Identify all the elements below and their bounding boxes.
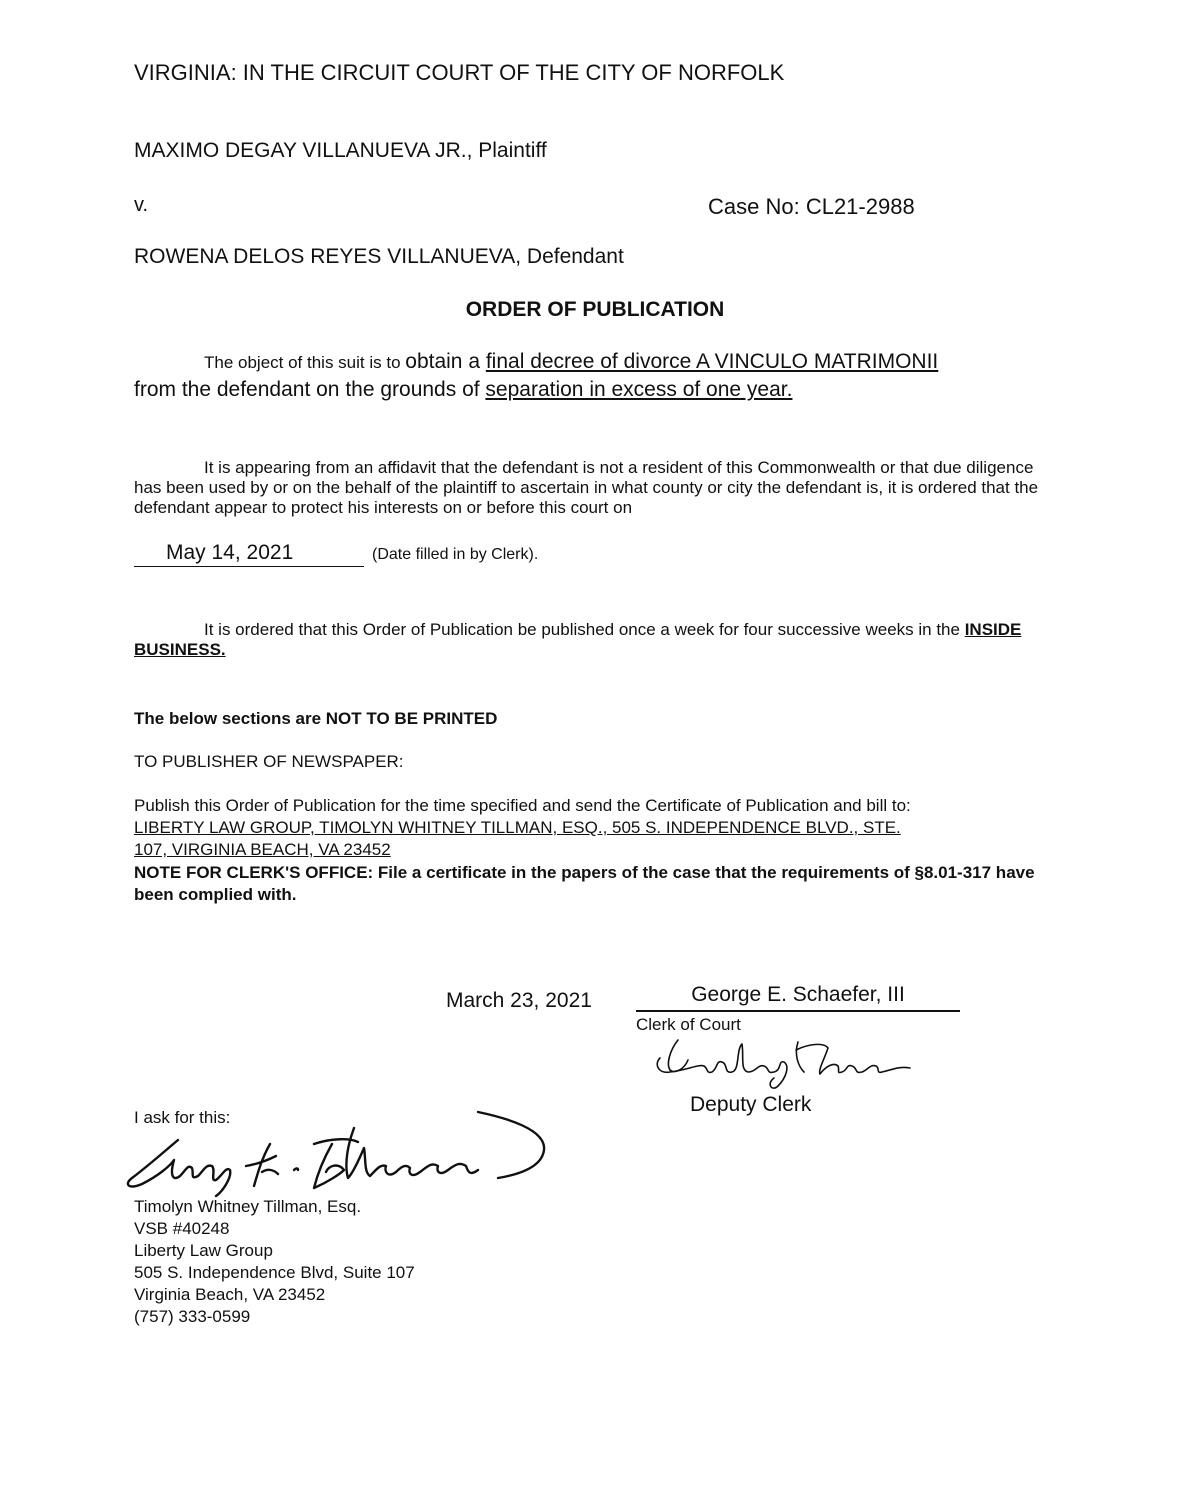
- to-publisher-heading: TO PUBLISHER OF NEWSPAPER:: [134, 752, 404, 771]
- order-date: March 23, 2021: [446, 989, 592, 1012]
- publication-paragraph: [134, 620, 1064, 660]
- attorney-signature-block: [134, 1196, 415, 1328]
- document-title: ORDER OF PUBLICATION: [465, 298, 725, 321]
- defendant-line: ROWENA DELOS REYES VILLANUEVA, Defendant: [134, 245, 624, 268]
- grounds-lead: from the defendant on the grounds of: [134, 378, 486, 401]
- attorney-name: Timolyn Whitney Tillman, Esq.: [134, 1197, 362, 1216]
- clerk-office-note: NOTE FOR CLERK'S OFFICE: File a certificate in the papers of the case that the requirements of §8.01-317 have been complied with.: [134, 863, 1035, 904]
- publish-instruction: Publish this Order of Publication for the time specified and send the Certificate of Publication and bill to:: [134, 796, 911, 815]
- decree-type: final decree of divorce A VINCULO MATRIMONII: [485, 350, 939, 373]
- versus-label: v.: [134, 194, 149, 216]
- attorney-city: Virginia Beach, VA 23452: [134, 1285, 326, 1304]
- object-lead-large: obtain a: [405, 350, 486, 373]
- appearance-date-note: (Date filled in by Clerk).: [372, 546, 539, 563]
- bill-to-address-line1: [134, 818, 901, 838]
- attorney-firm: Liberty Law Group: [134, 1241, 273, 1260]
- appearance-paragraph: It is appearing from an affidavit that the defendant is not a resident of this Commonwealth or that due diligence has been used by or on the behalf of the plaintiff to ascertain in what county or city the defendant is, it is ordered that the defendant appear to protect his interests on or before this court on: [134, 458, 1039, 517]
- court-heading: VIRGINIA: IN THE CIRCUIT COURT OF THE CITY OF NORFOLK: [134, 60, 785, 85]
- ask-for-label: I ask for this:: [134, 1108, 231, 1127]
- not-printed-heading: The below sections are NOT TO BE PRINTED: [134, 709, 498, 728]
- object-lead-small: The object of this suit is to: [204, 353, 406, 372]
- object-statement-line1: [204, 350, 938, 374]
- attorney-vsb: VSB #40248: [134, 1219, 230, 1238]
- deputy-clerk-label: Deputy Clerk: [690, 1093, 812, 1116]
- deputy-clerk-signature: [648, 1030, 918, 1092]
- grounds: separation in excess of one year.: [485, 378, 793, 401]
- bill-to-address-line2: [134, 840, 391, 860]
- attorney-street: 505 S. Independence Blvd, Suite 107: [134, 1263, 415, 1282]
- object-statement-line2: [134, 378, 792, 402]
- newspaper-name: INSIDE BUSINESS.: [134, 620, 1022, 659]
- appearance-date-line: [134, 540, 538, 567]
- appearance-date: May 14, 2021: [134, 540, 364, 567]
- bill-to-line1-text: LIBERTY LAW GROUP, TIMOLYN WHITNEY TILLMAN, ESQ., 505 S. INDEPENDENCE BLVD., STE.: [134, 818, 901, 837]
- plaintiff-line: MAXIMO DEGAY VILLANUEVA JR., Plaintiff: [134, 139, 547, 162]
- attorney-signature: [118, 1108, 548, 1200]
- attorney-phone: (757) 333-0599: [134, 1307, 251, 1326]
- publication-text: It is ordered that this Order of Publication be published once a week for four successive weeks in the: [204, 620, 965, 639]
- case-number: Case No: CL21-2988: [708, 194, 915, 219]
- bill-to-line2-text: 107, VIRGINIA BEACH, VA 23452: [134, 840, 391, 859]
- clerk-of-court-label: Clerk of Court: [636, 1015, 741, 1034]
- clerk-name: George E. Schaefer, III: [636, 983, 960, 1012]
